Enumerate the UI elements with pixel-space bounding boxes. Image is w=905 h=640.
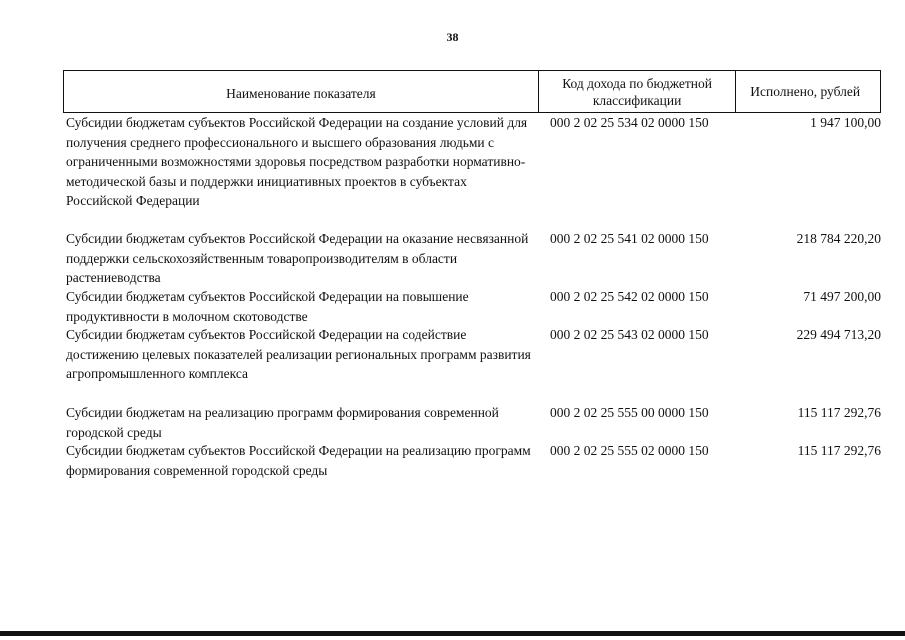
row-amount: 229 494 713,20 <box>796 327 881 342</box>
row-amount: 115 117 292,76 <box>797 443 881 458</box>
header-code-column: Код дохода по бюджетной классификации <box>539 71 737 112</box>
row-amount: 71 497 200,00 <box>803 289 881 304</box>
scan-edge-bar <box>0 631 905 636</box>
row-code: 000 2 02 25 543 02 0000 150 <box>550 327 709 342</box>
row-amount: 1 947 100,00 <box>810 115 881 130</box>
row-name: Субсидии бюджетам на реализацию программ формирования современной городской среды <box>66 405 499 440</box>
table-header <box>63 70 881 113</box>
row-code: 000 2 02 25 534 02 0000 150 <box>550 115 709 130</box>
row-amount: 115 117 292,76 <box>797 405 881 420</box>
row-name: Субсидии бюджетам субъектов Российской Федерации на содействие достижению целевых показателей реализации региональных программ развития агропромышленного комплекса <box>66 327 531 381</box>
row-code: 000 2 02 25 555 02 0000 150 <box>550 443 709 458</box>
header-amount-column: Исполнено, рублей <box>750 84 861 99</box>
row-code: 000 2 02 25 542 02 0000 150 <box>550 289 709 304</box>
row-code: 000 2 02 25 541 02 0000 150 <box>550 231 709 246</box>
row-name: Субсидии бюджетам субъектов Российской Федерации на повышение продуктивности в молочном скотоводстве <box>66 289 469 324</box>
header-name-column: Наименование показателя <box>64 71 539 112</box>
row-code: 000 2 02 25 555 00 0000 150 <box>550 405 709 420</box>
row-name: Субсидии бюджетам субъектов Российской Федерации на создание условий для получения среднего профессионального и высшего образования людьми с ограниченными возможностями здоровья посредством разработки нормативно-методической базы и поддержки инициативных проектов в субъектах Российской Федерации <box>66 115 528 208</box>
row-name: Субсидии бюджетам субъектов Российской Федерации на оказание несвязанной поддержки сельскохозяйственным товаропроизводителям в области растениеводства <box>66 231 529 285</box>
row-name: Субсидии бюджетам субъектов Российской Федерации на реализацию программ формирования современной городской среды <box>66 443 531 478</box>
row-amount: 218 784 220,20 <box>796 231 881 246</box>
page-number: 38 <box>446 30 459 44</box>
